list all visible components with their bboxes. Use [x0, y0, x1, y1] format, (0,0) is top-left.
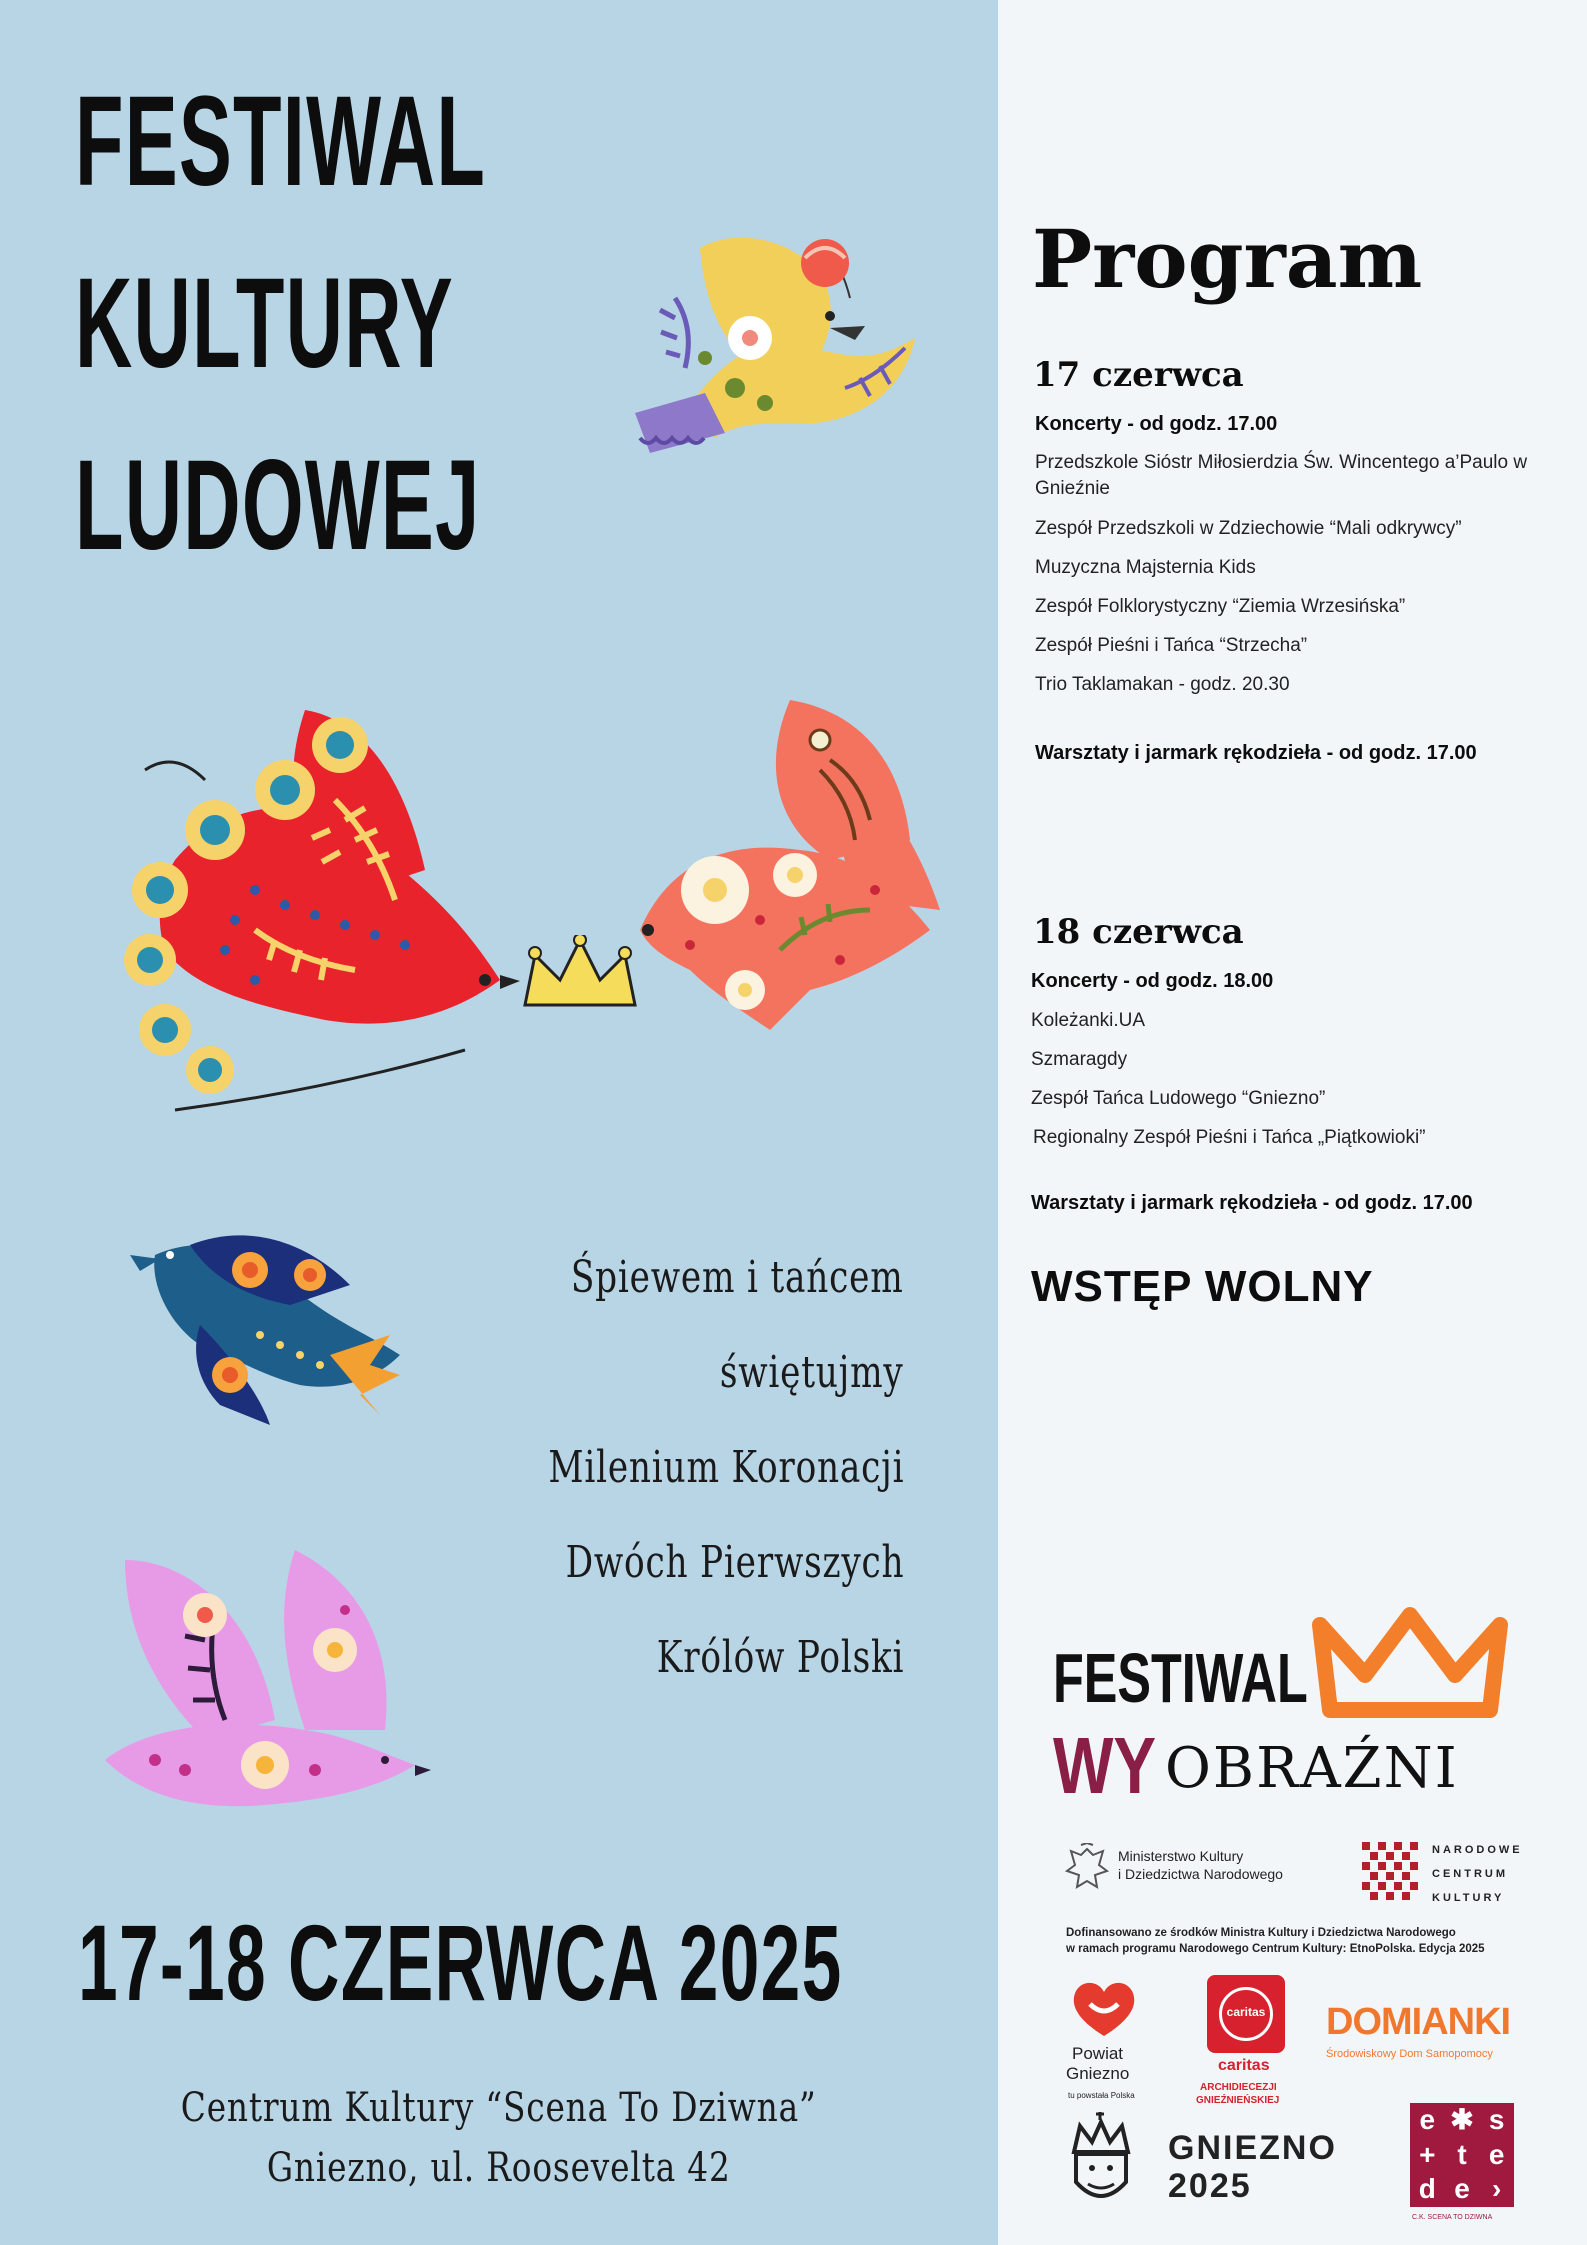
day-1-item: Muzyczna Majsternia Kids [1035, 557, 1256, 578]
day-1-item: Przedszkole Sióstr Miłosierdzia Św. Wincentego a’Paulo w Gnieźnie [1035, 452, 1528, 499]
red-bird-illustration [105, 690, 525, 1140]
funding-note [1066, 1925, 1546, 1957]
motto-line-3: Milenium Koronacji [548, 1442, 904, 1493]
day-2-concerts-label: Koncerty - od godz. 18.00 [1031, 970, 1274, 992]
festival-title-line-3: LUDOWEJ [75, 434, 481, 577]
motto-line-5: Królów Polski [656, 1632, 904, 1683]
estede-char: e [1488, 2138, 1505, 2170]
estede-char: e [1419, 2104, 1436, 2135]
festival-dates: 17-18 CZERWCA 2025 [78, 1902, 843, 2023]
festival-title-line-1: FESTIWAL [75, 70, 487, 213]
motto-line-2: świętujmy [720, 1347, 904, 1398]
day-2-date: 18 czerwca [1033, 912, 1244, 952]
estede-char: t [1457, 2138, 1467, 2170]
day-2-item: Regionalny Zespół Pieśni i Tańca „Piątkowioki” [1033, 1127, 1426, 1148]
estede-char: + [1419, 2138, 1436, 2170]
pink-bird-illustration [95, 1520, 435, 1820]
funding-line-1: Dofinansowano ze środków Ministra Kultury i Dziedzictwa Narodowego [1066, 1927, 1456, 1939]
festiwal-wyobrazni-logo-wy: WY [1053, 1721, 1157, 1810]
motto-line-1: Śpiewem i tańcem [571, 1252, 904, 1303]
gniezno-2025-line-1: GNIEZNO [1168, 2129, 1337, 2167]
caritas-badge-text: caritas [1226, 2005, 1266, 2019]
day-2-item: Szmaragdy [1031, 1049, 1128, 1070]
motto-line-4: Dwóch Pierwszych [565, 1537, 904, 1588]
orange-crown-icon [1305, 1605, 1515, 1725]
coral-bird-illustration [630, 690, 950, 1040]
nck-line-3: KULTURY [1432, 1892, 1505, 1904]
venue-address: Gniezno, ul. Roosevelta 42 [267, 2145, 731, 2191]
program-title: Program [1032, 212, 1423, 306]
day-1-item: Zespół Pieśni i Tańca “Strzecha” [1035, 635, 1308, 656]
festiwal-wyobrazni-logo-obrazni: OBRAŹNI [1165, 1736, 1459, 1801]
blue-bird-illustration [130, 1225, 410, 1435]
ministry-line-2: i Dziedzictwa Narodowego [1118, 1866, 1283, 1882]
powiat-heart-icon [1070, 1978, 1138, 2040]
program-right-panel [998, 0, 1587, 2245]
domanki-logo: DOMIANKI [1326, 2001, 1511, 2043]
day-2-workshops-label: Warsztaty i jarmark rękodzieła - od godz. 17.00 [1031, 1192, 1473, 1214]
day-2-item: Zespół Tańca Ludowego “Gniezno” [1031, 1088, 1326, 1109]
estede-char: ✱ [1450, 2104, 1474, 2135]
polish-eagle-icon [1065, 1843, 1109, 1897]
crown-icon [515, 935, 645, 1025]
estede-char: d [1418, 2173, 1436, 2205]
caritas-line-2: GNIEŹNIEŃSKIEJ [1196, 2095, 1280, 2106]
day-2-item: Koleżanki.UA [1031, 1010, 1146, 1031]
estede-char: › [1492, 2173, 1502, 2205]
day-1-item: Zespół Przedszkoli w Zdziechowie “Mali odkrywcy” [1035, 518, 1462, 539]
ministry-line-1: Ministerstwo Kultury [1118, 1848, 1244, 1864]
free-entry-notice: WSTĘP WOLNY [1031, 1262, 1374, 1311]
estede-char: s [1488, 2104, 1505, 2135]
day-1-date: 17 czerwca [1033, 355, 1244, 395]
day-1-workshops-label: Warsztaty i jarmark rękodzieła - od godz. 17.00 [1035, 742, 1477, 764]
king-face-icon [1068, 2112, 1134, 2210]
powiat-line-2: Gniezno [1066, 2064, 1130, 2083]
festiwal-wyobrazni-logo-word: FESTIWAL [1053, 1639, 1308, 1717]
yellow-bird-illustration [615, 228, 945, 478]
gniezno-2025-line-2: 2025 [1168, 2167, 1252, 2205]
venue-name: Centrum Kultury “Scena To Dziwna” [181, 2085, 817, 2131]
nck-line-1: NARODOWE [1432, 1844, 1523, 1856]
powiat-tagline: tu powstała Polska [1068, 2091, 1135, 2100]
caritas-word: caritas [1218, 2057, 1270, 2074]
day-1-concerts-label: Koncerty - od godz. 17.00 [1035, 413, 1278, 435]
estede-logo [1410, 2103, 1514, 2207]
festival-title-line-2: KULTURY [75, 252, 454, 395]
estede-char: e [1454, 2173, 1470, 2205]
nck-logo-icon [1362, 1842, 1420, 1902]
estede-caption: C.K. SCENA TO DZIWNA [1412, 2214, 1493, 2221]
caritas-line-1: ARCHIDIECEZJI [1200, 2082, 1277, 2093]
funding-line-2: w ramach programu Narodowego Centrum Kultury: EtnoPolska. Edycja 2025 [1066, 1943, 1485, 1955]
domanki-subtitle: Środowiskowy Dom Samopomocy [1326, 2048, 1493, 2060]
powiat-line-1: Powiat [1072, 2044, 1124, 2063]
nck-line-2: CENTRUM [1432, 1868, 1508, 1880]
day-1-item: Zespół Folklorystyczny “Ziemia Wrzesińska” [1035, 596, 1406, 617]
caritas-logo [1207, 1975, 1285, 2053]
day-1-item: Trio Taklamakan - godz. 20.30 [1035, 674, 1290, 695]
